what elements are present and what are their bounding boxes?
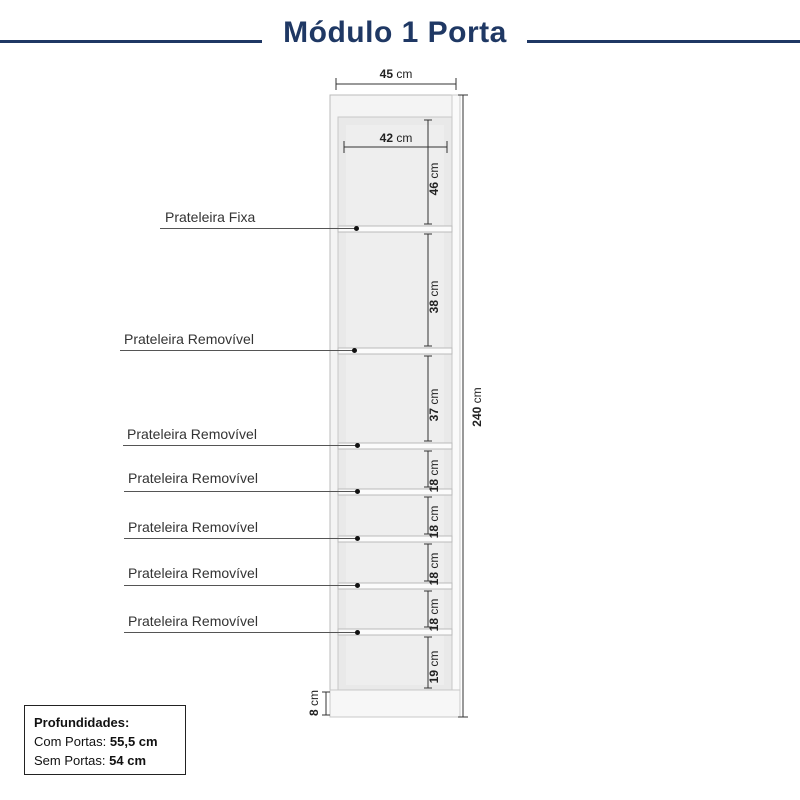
depth-without-doors: Sem Portas: 54 cm — [34, 753, 147, 768]
compartment-height-label: 18 cm — [427, 459, 441, 493]
page-title: Módulo 1 Porta — [283, 16, 507, 49]
leader-dot — [355, 489, 360, 494]
compartment-height-label: 18 cm — [427, 505, 441, 539]
leader-line — [124, 538, 357, 539]
compartment-height-label: 38 cm — [427, 280, 441, 314]
leader-dot — [355, 583, 360, 588]
base-height-label: 8 cm — [307, 689, 321, 717]
compartment-height-label: 18 cm — [427, 598, 441, 632]
leader-dot — [355, 630, 360, 635]
shelf-label-removable: Prateleira Removível — [127, 426, 257, 442]
leader-line — [120, 350, 354, 351]
outer-width-label: 45 cm — [379, 67, 413, 81]
compartment-height-label: 18 cm — [427, 552, 441, 586]
compartment-height-label: 19 cm — [427, 650, 441, 684]
shelf-label-removable: Prateleira Removível — [128, 613, 258, 629]
cabinet-plinth — [330, 690, 460, 717]
leader-dot — [355, 443, 360, 448]
depth-header: Profundidades: — [34, 715, 130, 730]
leader-line — [124, 491, 357, 492]
leader-line — [123, 445, 357, 446]
leader-dot — [354, 226, 359, 231]
depth-info-box — [24, 705, 186, 775]
shelf-label-removable: Prateleira Removível — [128, 519, 258, 535]
compartment-height-label: 37 cm — [427, 388, 441, 422]
leader-dot — [352, 348, 357, 353]
depth-with-doors: Com Portas: 55,5 cm — [34, 734, 158, 749]
inner-width-label: 42 cm — [379, 131, 413, 145]
leader-line — [124, 585, 357, 586]
shelf-label-removable: Prateleira Removível — [124, 331, 254, 347]
shelf-label-removable: Prateleira Removível — [128, 565, 258, 581]
leader-dot — [355, 536, 360, 541]
cabinet-right-side — [452, 95, 460, 717]
leader-line — [160, 228, 356, 229]
leader-line — [124, 632, 357, 633]
shelf-label-removable: Prateleira Removível — [128, 470, 258, 486]
compartment-height-label: 46 cm — [427, 162, 441, 196]
shelf-label-fixed: Prateleira Fixa — [165, 209, 256, 225]
total-height-label: 240 cm — [470, 387, 484, 427]
